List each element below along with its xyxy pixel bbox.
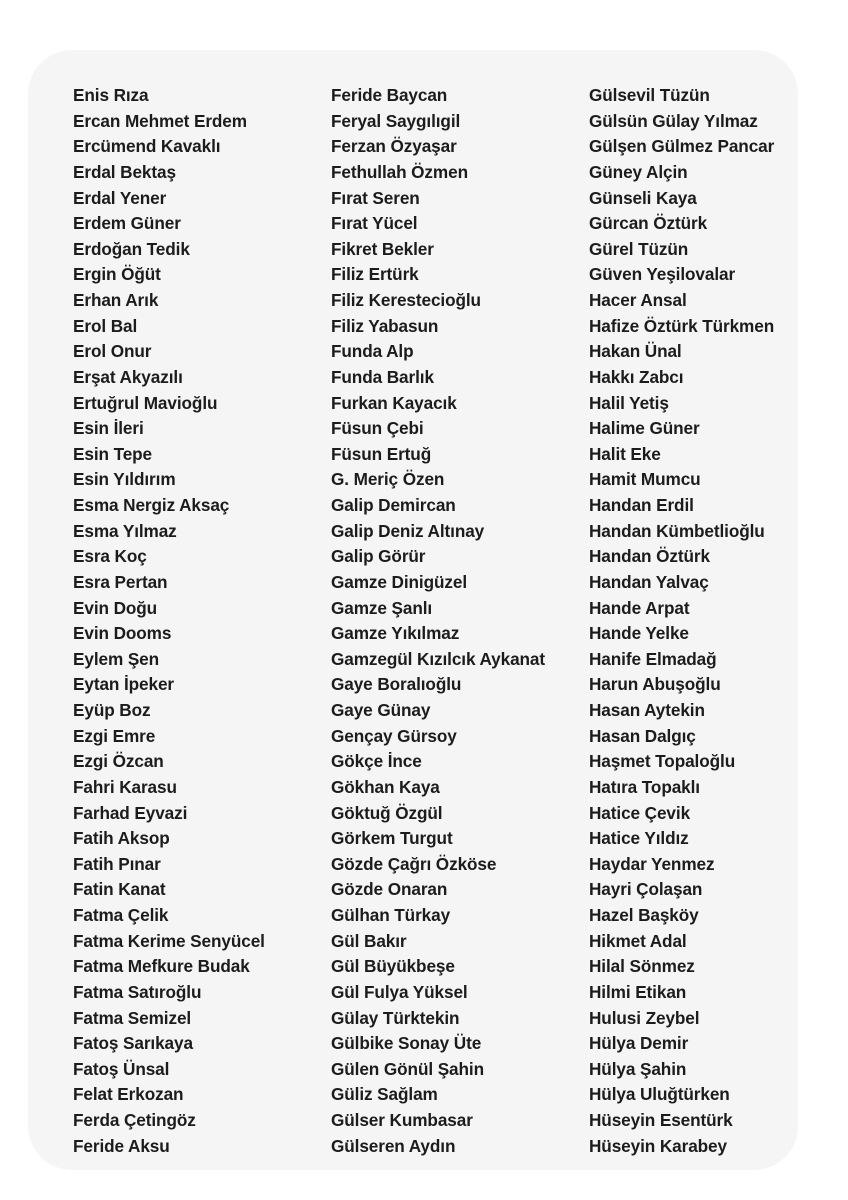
name-entry: Gülhan Türkay [331,905,451,925]
name-entry: Ferzan Özyaşar [331,136,457,157]
name-entry: Fatih Pınar [73,853,161,874]
name-entry: Hülya Uluğtürken [589,1084,730,1105]
name-entry: Farhad Eyvazi [73,802,188,823]
name-entry: Fatma Mefkure Budak [73,956,250,977]
name-entry: Ferda Çetingöz [73,1110,196,1130]
name-entry: Gençay Gürsoy [331,725,457,746]
name-entry: Enis Rıza [73,85,149,105]
name-entry: Hüseyin Karabey [589,1135,727,1156]
name-entry: Gökhan Kaya [331,776,440,797]
name-entry: Filiz Kerestecioğlu [331,290,481,310]
name-entry: Erol Bal [73,315,138,336]
name-entry: Hande Arpat [589,597,690,618]
name-entry: Güliz Sağlam [331,1084,438,1105]
name-entry: Filiz Ertürk [331,264,419,285]
name-entry: Erol Onur [73,341,152,362]
name-entry: Galip Deniz Altınay [331,520,485,541]
name-entry: Hilmi Etikan [589,981,687,1002]
name-entry: Hüseyin Esentürk [589,1110,733,1130]
name-entry: Feride Baycan [331,85,448,105]
name-entry: Erdal Yener [73,187,167,208]
name-entry: Gözde Çağrı Özköse [331,853,497,874]
name-entry: Harun Abuşoğlu [589,674,721,695]
name-entry: Esra Koç [73,546,147,567]
name-entry: Esin İleri [73,418,144,439]
name-entry: Feride Aksu [73,1135,170,1156]
name-entry: Fatma Çelik [73,905,169,925]
name-entry: Hasan Aytekin [589,700,705,720]
name-entry: Hamit Mumcu [589,469,701,490]
name-entry: Hayri Çolaşan [589,879,703,900]
name-entry: Güven Yeşilovalar [589,264,736,285]
name-entry: Handan Kümbetlioğlu [589,520,765,541]
name-entry: Gürcan Öztürk [589,213,708,234]
name-entry: Fatoş Ünsal [73,1058,170,1079]
name-entry: Galip Görür [331,546,426,567]
name-column-1 [73,83,265,1159]
name-entry: Esin Yıldırım [73,469,176,490]
name-entry: Ercümend Kavaklı [73,136,221,157]
name-entry: Fatin Kanat [73,879,166,900]
name-entry: Eylem Şen [73,648,160,669]
name-entry: Gülşen Gülmez Pancar [589,136,775,157]
name-entry: Gamze Yıkılmaz [331,623,460,644]
name-entry: Gamze Şanlı [331,597,433,618]
name-entry: Gökçe İnce [331,751,422,772]
name-entry: Galip Demircan [331,495,456,515]
name-entry: Hande Yelke [589,623,689,644]
name-entry: Hülya Şahin [589,1058,687,1079]
name-entry: Fatma Kerime Senyücel [73,930,265,951]
name-entry: Gül Bakır [331,930,407,951]
name-entry: G. Meriç Özen [331,469,445,490]
name-entry: Gülbike Sonay Üte [331,1033,482,1054]
name-entry: Erdoğan Tedik [73,238,190,259]
name-entry: Felat Erkozan [73,1084,184,1105]
name-entry: Funda Alp [331,341,414,362]
name-entry: Gülsevil Tüzün [589,85,710,105]
name-entry: Güney Alçin [589,161,688,182]
name-entry: Esra Pertan [73,571,168,592]
name-entry: Hulusi Zeybel [589,1007,700,1028]
name-entry: Esma Nergiz Aksaç [73,495,230,515]
name-entry: Handan Öztürk [589,546,710,567]
name-entry: Ergin Öğüt [73,264,161,285]
name-entry: Fikret Bekler [331,238,434,259]
name-entry: Hilal Sönmez [589,956,695,977]
name-entry: Erhan Arık [73,290,159,310]
name-entry: Hatice Yıldız [589,828,689,849]
name-entry: Evin Dooms [73,623,172,644]
name-entry: Erdem Güner [73,213,181,234]
name-entry: Ezgi Özcan [73,751,164,772]
name-entry: Hakan Ünal [589,341,682,362]
name-entry: Hikmet Adal [589,930,687,951]
name-entry: Ercan Mehmet Erdem [73,110,247,131]
name-entry: Gül Fulya Yüksel [331,981,468,1002]
name-entry: Gülseren Aydın [331,1135,456,1156]
name-entry: Fırat Seren [331,187,420,208]
name-column-3 [589,83,774,1159]
name-entry: Füsun Ertuğ [331,443,432,464]
name-entry: Hasan Dalgıç [589,725,696,746]
name-entry: Fırat Yücel [331,213,418,234]
name-entry: Ertuğrul Mavioğlu [73,392,218,413]
name-entry: Gaye Boralıoğlu [331,674,462,695]
name-entry: Ezgi Emre [73,725,156,746]
name-entry: Fatoş Sarıkaya [73,1033,193,1054]
name-entry: Halit Eke [589,443,661,464]
name-entry: Hatıra Topaklı [589,776,700,797]
name-entry: Gözde Onaran [331,879,448,900]
name-entry: Halime Güner [589,418,700,439]
name-entry: Hanife Elmadağ [589,648,717,669]
name-entry: Fatma Semizel [73,1007,192,1028]
name-entry: Gamze Dinigüzel [331,571,468,592]
name-entry: Fatih Aksop [73,828,170,849]
name-entry: Gülsün Gülay Yılmaz [589,110,758,131]
name-entry: Gülay Türktekin [331,1007,460,1028]
name-entry: Hakkı Zabcı [589,366,684,387]
name-entry: Gaye Günay [331,700,431,720]
name-entry: Gül Büyükbeşe [331,956,455,977]
name-entry: Haşmet Topaloğlu [589,751,736,772]
name-entry: Füsun Çebi [331,418,424,439]
name-entry: Fatma Satıroğlu [73,981,202,1002]
name-entry: Furkan Kayacık [331,392,457,413]
name-entry: Hatice Çevik [589,802,691,823]
name-entry: Erdal Bektaş [73,161,176,182]
name-entry: Gürel Tüzün [589,238,689,259]
name-entry: Hafize Öztürk Türkmen [589,315,775,336]
name-column-2 [331,83,545,1159]
name-entry: Esin Tepe [73,443,153,464]
name-entry: Hülya Demir [589,1033,689,1054]
name-entry: Fethullah Özmen [331,161,468,182]
name-entry: Eyüp Boz [73,700,151,720]
name-entry: Görkem Turgut [331,828,453,849]
name-entry: Gülser Kumbasar [331,1110,473,1130]
name-entry: Hazel Başköy [589,905,699,925]
name-entry: Feryal Saygılıgil [331,110,461,131]
name-entry: Haydar Yenmez [589,853,715,874]
name-entry: Fahri Karasu [73,776,177,797]
name-entry: Erşat Akyazılı [73,366,183,387]
name-entry: Göktuğ Özgül [331,802,443,823]
name-entry: Eytan İpeker [73,674,175,695]
name-entry: Halil Yetiş [589,392,669,413]
name-entry: Günseli Kaya [589,187,697,208]
name-entry: Esma Yılmaz [73,520,177,541]
name-entry: Gülen Gönül Şahin [331,1058,484,1079]
name-entry: Handan Yalvaç [589,571,709,592]
name-entry: Hacer Ansal [589,290,687,310]
name-entry: Handan Erdil [589,495,694,515]
name-entry: Evin Doğu [73,597,158,618]
name-entry: Filiz Yabasun [331,315,439,336]
name-entry: Gamzegül Kızılcık Aykanat [331,648,546,669]
name-entry: Funda Barlık [331,366,434,387]
